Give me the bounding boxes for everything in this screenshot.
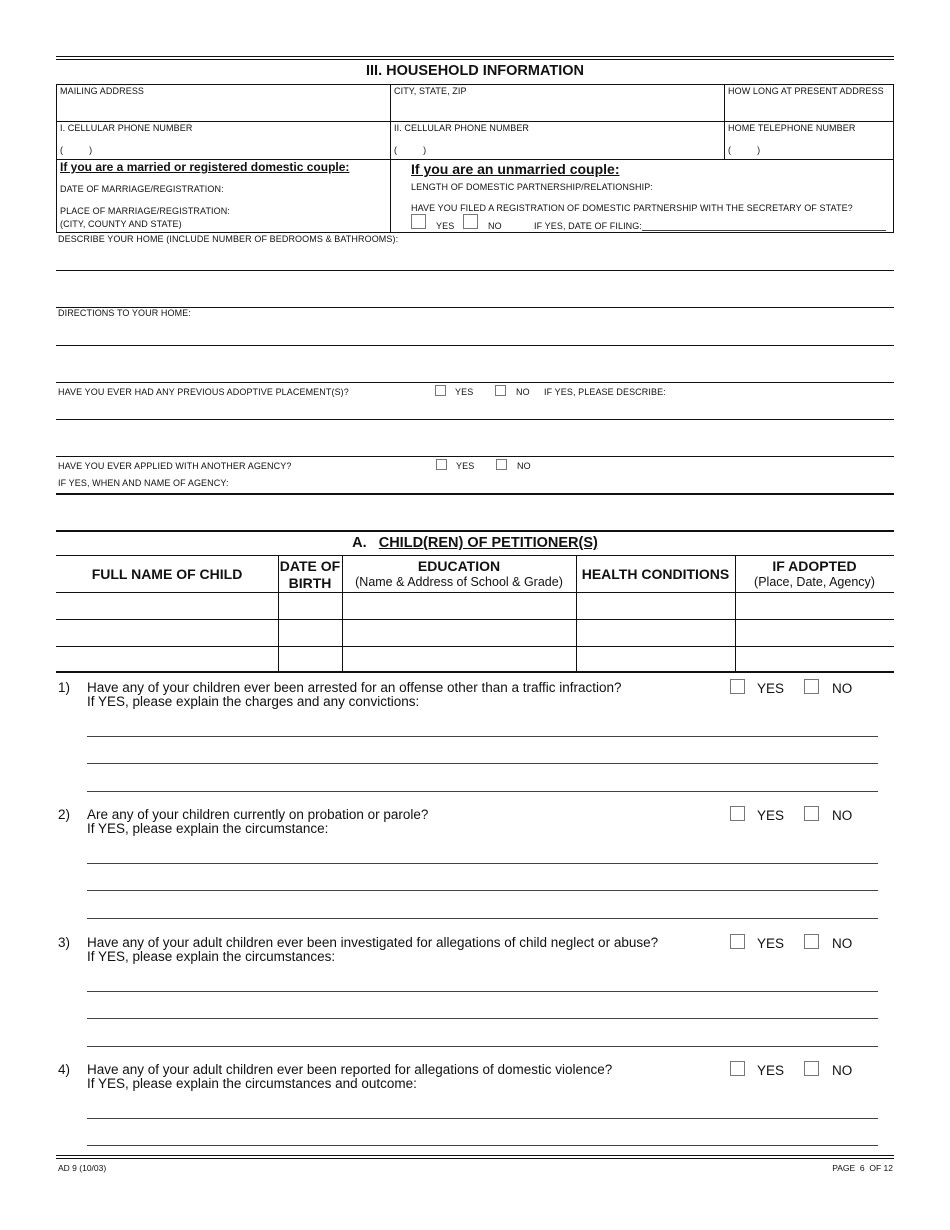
length-partnership-label: LENGTH OF DOMESTIC PARTNERSHIP/RELATIONSHIP: (411, 182, 653, 192)
question-text: Have any of your adult children ever been investigated for allegations of child neglect or abuse? (87, 935, 659, 950)
page-number: PAGE 6 OF 12 (832, 1163, 893, 1173)
question-yes-checkbox[interactable] (730, 806, 745, 821)
answer-line[interactable] (87, 1046, 878, 1047)
placement-line-2[interactable] (56, 456, 894, 457)
how-long-label: HOW LONG AT PRESENT ADDRESS (728, 86, 884, 96)
answer-line[interactable] (87, 918, 878, 919)
cell2-label: II. CELLULAR PHONE NUMBER (394, 123, 530, 133)
filed-no-checkbox[interactable] (463, 214, 478, 229)
col-health-header: HEALTH CONDITIONS (581, 566, 730, 582)
top-rule (56, 56, 894, 57)
question-followup: If YES, please explain the circumstances: (87, 949, 336, 964)
answer-line[interactable] (87, 1118, 878, 1119)
question-yes-label: YES (757, 1063, 785, 1078)
col-education-header: EDUCATION (417, 558, 501, 574)
question-followup: If YES, please explain the charges and any convictions: (87, 694, 420, 709)
question-text: Have any of your adult children ever been reported for allegations of domestic violence? (87, 1062, 613, 1077)
answer-line[interactable] (87, 1145, 878, 1146)
table-row[interactable] (56, 593, 894, 619)
footer-rule-2 (56, 1158, 894, 1159)
cell1-field[interactable]: ( ) (60, 145, 93, 155)
question-number: 4) (58, 1062, 71, 1077)
placement-describe-label: IF YES, PLEASE DESCRIBE: (544, 387, 666, 397)
question-no-label: NO (832, 1063, 853, 1078)
section-a-num: A. (352, 535, 367, 551)
table-row[interactable] (56, 620, 894, 646)
section-a-heading: CHILD(REN) OF PETITIONER(S) (378, 535, 598, 551)
table-row[interactable] (56, 647, 894, 671)
section-a-title (56, 535, 894, 551)
home-phone-label: HOME TELEPHONE NUMBER (728, 123, 856, 133)
answer-line[interactable] (87, 736, 878, 737)
directions-line-1[interactable] (56, 345, 894, 346)
place-marriage-sub: (CITY, COUNTY AND STATE) (60, 219, 182, 229)
city-state-zip-field[interactable] (392, 97, 722, 119)
col-name-header: FULL NAME OF CHILD (91, 566, 243, 582)
col-education-sub: (Name & Address of School & Grade) (355, 575, 563, 589)
cell1-label: I. CELLULAR PHONE NUMBER (60, 123, 193, 133)
city-state-zip-label: CITY, STATE, ZIP (394, 86, 467, 96)
directions-label: DIRECTIONS TO YOUR HOME: (58, 308, 191, 318)
filed-yes-checkbox[interactable] (411, 214, 426, 229)
question-no-checkbox[interactable] (804, 934, 819, 949)
section-title: III. HOUSEHOLD INFORMATION (365, 63, 585, 79)
filing-date-label: IF YES, DATE OF FILING: (534, 221, 642, 231)
question-text: Have any of your children ever been arrested for an offense other than a traffic infraction? (87, 680, 622, 695)
question-yes-checkbox[interactable] (730, 934, 745, 949)
question-no-label: NO (832, 936, 853, 951)
cell2-field[interactable]: ( ) (394, 145, 427, 155)
question-text: Are any of your children currently on probation or parole? (87, 807, 429, 822)
question-followup: If YES, please explain the circumstance: (87, 821, 329, 836)
question-no-checkbox[interactable] (804, 806, 819, 821)
describe-home-label: DESCRIBE YOUR HOME (INCLUDE NUMBER OF BEDROOMS & BATHROOMS): (58, 234, 399, 244)
mailing-address-label: MAILING ADDRESS (60, 86, 145, 96)
filing-date-field[interactable] (642, 230, 886, 231)
placement-yes-checkbox[interactable] (435, 385, 446, 396)
how-long-field[interactable] (726, 97, 892, 119)
placement-yes-label: YES (455, 387, 474, 397)
answer-line[interactable] (87, 1018, 878, 1019)
placement-no-label: NO (516, 387, 530, 397)
place-marriage-label: PLACE OF MARRIAGE/REGISTRATION: (60, 206, 230, 216)
footer-rule (56, 1155, 894, 1156)
answer-line[interactable] (87, 991, 878, 992)
unmarried-heading: If you are an unmarried couple: (411, 161, 620, 177)
agency-no-checkbox[interactable] (496, 459, 507, 470)
placement-no-checkbox[interactable] (495, 385, 506, 396)
married-heading: If you are a married or registered domestic couple: (60, 160, 350, 174)
agency-yes-checkbox[interactable] (436, 459, 447, 470)
question-yes-checkbox[interactable] (730, 1061, 745, 1076)
question-no-label: NO (832, 681, 853, 696)
col-dob-header-1: DATE OF (279, 558, 341, 574)
question-no-checkbox[interactable] (804, 1061, 819, 1076)
previous-placement-label: HAVE YOU EVER HAD ANY PREVIOUS ADOPTIVE PLACEMENT(S)? (58, 387, 349, 397)
section-a-top-rule (56, 530, 894, 532)
question-no-checkbox[interactable] (804, 679, 819, 694)
question-number: 2) (58, 807, 71, 822)
mailing-address-field[interactable] (58, 97, 388, 119)
question-yes-checkbox[interactable] (730, 679, 745, 694)
answer-line[interactable] (87, 763, 878, 764)
placement-line-1[interactable] (56, 419, 894, 420)
filed-yes-label: YES (436, 221, 455, 231)
answer-line[interactable] (87, 890, 878, 891)
col-adopted-header: IF ADOPTED (772, 558, 857, 574)
question-followup: If YES, please explain the circumstances and outcome: (87, 1076, 417, 1091)
another-agency-label: HAVE YOU EVER APPLIED WITH ANOTHER AGENCY? (58, 461, 292, 471)
filed-no-label: NO (488, 221, 502, 231)
answer-line[interactable] (87, 863, 878, 864)
form-id: AD 9 (10/03) (58, 1163, 107, 1173)
question-no-label: NO (832, 808, 853, 823)
date-marriage-label: DATE OF MARRIAGE/REGISTRATION: (60, 184, 224, 194)
agency-no-label: NO (517, 461, 531, 471)
question-number: 1) (58, 680, 71, 695)
question-yes-label: YES (757, 808, 785, 823)
question-yes-label: YES (757, 681, 785, 696)
question-number: 3) (58, 935, 71, 950)
home-phone-field[interactable]: ( ) (728, 145, 761, 155)
directions-line-2[interactable] (56, 382, 894, 383)
col-dob-header-2: BIRTH (288, 575, 332, 591)
question-yes-label: YES (757, 936, 785, 951)
answer-line[interactable] (87, 791, 878, 792)
agency-line[interactable] (56, 493, 894, 495)
describe-home-line-1[interactable] (56, 270, 894, 271)
top-rule-2 (56, 59, 894, 60)
filed-question: HAVE YOU FILED A REGISTRATION OF DOMESTIC PARTNERSHIP WITH THE SECRETARY OF STATE? (411, 203, 853, 213)
col-adopted-sub: (Place, Date, Agency) (754, 575, 875, 589)
agency-when-label: IF YES, WHEN AND NAME OF AGENCY: (58, 478, 229, 488)
agency-yes-label: YES (456, 461, 475, 471)
